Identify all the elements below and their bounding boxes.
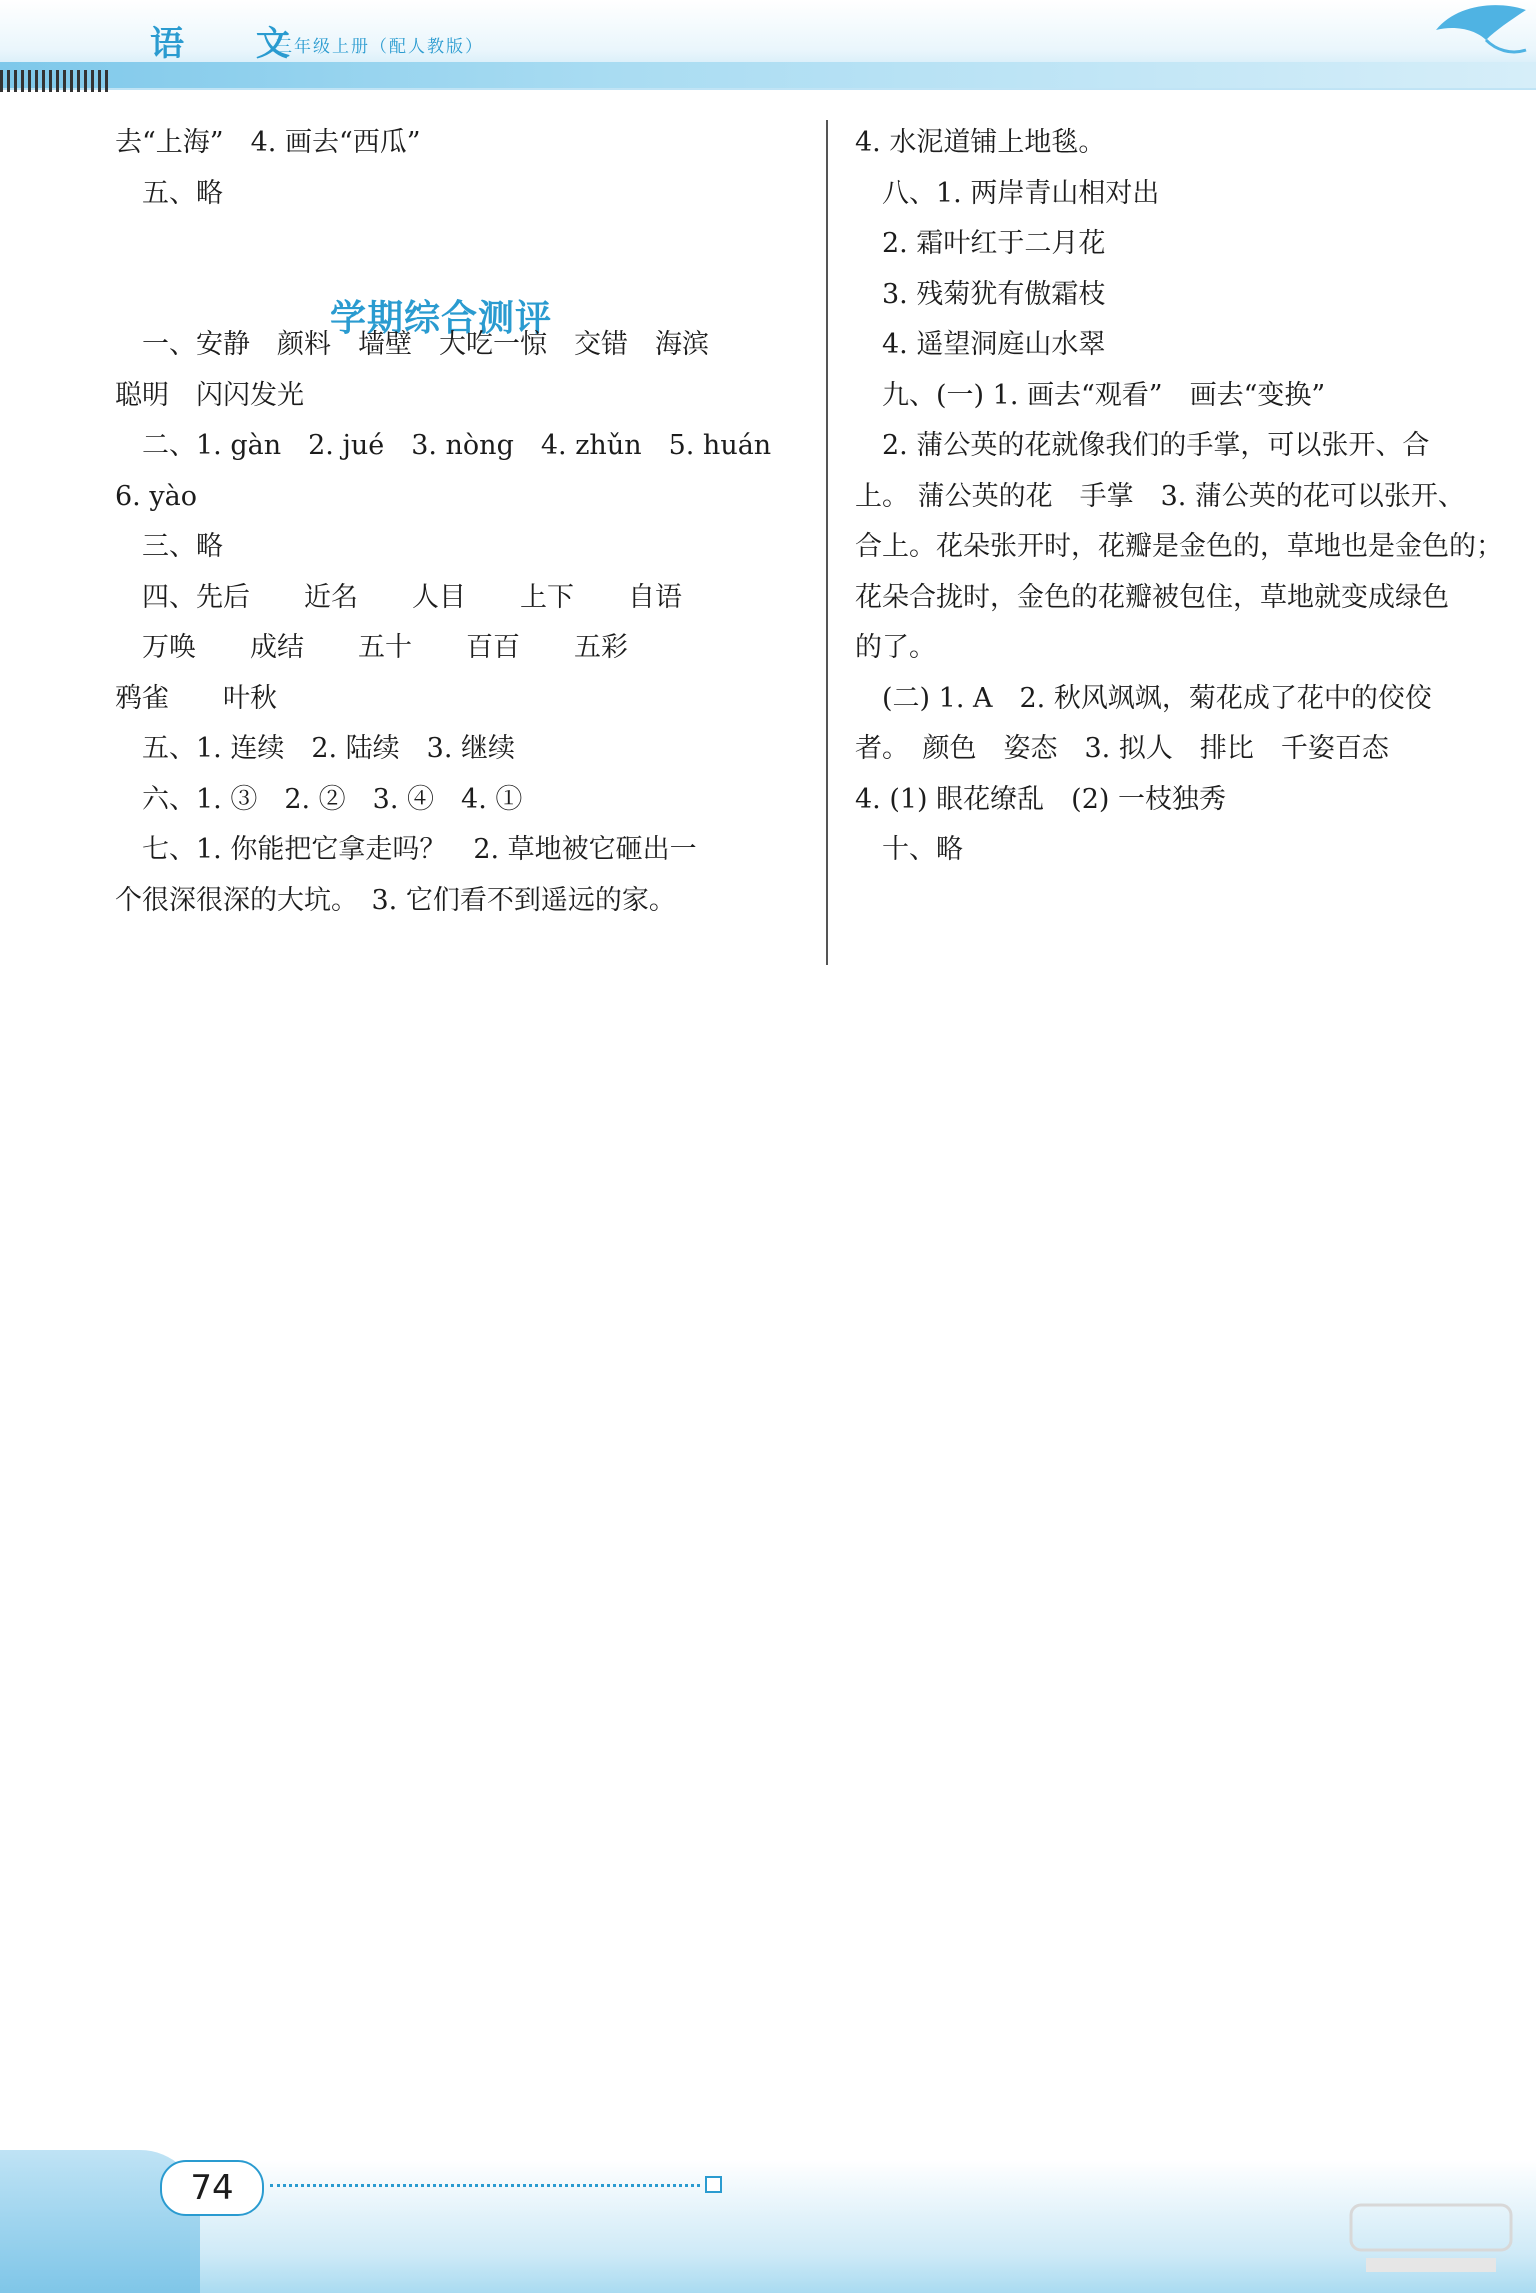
left-column-line: 个很深很深的大坑。 3. 它们看不到遥远的家。 — [115, 884, 676, 916]
right-column — [855, 118, 1535, 876]
right-column-line: 2. 霜叶红于二月花 — [855, 228, 1106, 259]
right-column-line: 花朵合拢时，金色的花瓣被包住，草地就变成绿色 — [855, 581, 1449, 613]
left-column-line: 五、1. 连续 2. 陆续 3. 继续 — [115, 733, 516, 764]
header-stripe — [0, 62, 1536, 88]
wave-decoration-icon — [1426, 0, 1536, 70]
right-column-line: 4. (1) 眼花缭乱 (2) 一枝独秀 — [855, 783, 1226, 815]
left-column-line: 五、略 — [115, 177, 223, 209]
left-column-line: 六、1. ③ 2. ② 3. ④ 4. ① — [115, 783, 523, 815]
right-column-line: 八、1. 两岸青山相对出 — [855, 177, 1160, 209]
left-column-line: 一、安静 颜料 墙壁 大吃一惊 交错 海滨 — [115, 329, 709, 360]
right-column-line: 的了。 — [855, 632, 936, 663]
left-column-line: 四、先后 近名 人目 上下 自语 — [115, 581, 682, 613]
right-column-line: 合上。花朵张开时，花瓣是金色的，草地也是金色的； — [855, 531, 1503, 562]
left-column-line — [115, 219, 805, 270]
left-column-line: 二、1. gàn 2. jué 3. nòng 4. zhǔn 5. huán — [115, 430, 772, 461]
left-column — [115, 118, 805, 926]
right-column-line: 者。 颜色 姿态 3. 拟人 排比 千姿百态 — [855, 733, 1389, 764]
left-column-line: 去“上海” 4. 画去“西瓜” — [115, 127, 421, 158]
grade-label: 三年级上册（配人教版） — [275, 37, 484, 57]
watermark-logo-icon — [1346, 2200, 1516, 2280]
right-column-line: 九、(一) 1. 画去“观看” 画去“变换” — [855, 379, 1326, 411]
left-column-line: 聪明 闪闪发光 — [115, 379, 304, 411]
subject-title: 语 文 — [150, 24, 320, 64]
left-column-line: 七、1. 你能把它拿走吗？ 2. 草地被它砸出一 — [115, 834, 697, 865]
left-column-line: 万唤 成结 五十 百百 五彩 — [115, 632, 628, 663]
section-title: 学期综合测评 — [330, 298, 553, 339]
column-divider — [826, 120, 828, 965]
right-column-line: 3. 残菊犹有傲霜枝 — [855, 278, 1106, 310]
left-column-line — [115, 270, 805, 321]
footer-dotted-line — [270, 2184, 700, 2187]
right-column-line: 十、略 — [855, 834, 963, 865]
right-column-line: 2. 蒲公英的花就像我们的手掌，可以张开、合 — [855, 430, 1430, 461]
page-number: 74 — [160, 2160, 264, 2216]
right-column-line: 4. 水泥道铺上地毯。 — [855, 127, 1106, 158]
left-column-line: 6. yào — [115, 480, 197, 512]
right-column-line: (二) 1. A 2. 秋风飒飒，菊花成了花中的佼佼 — [855, 682, 1432, 714]
barcode-decoration — [0, 70, 110, 92]
left-column-line: 鸦雀 叶秋 — [115, 682, 277, 714]
footer-square-icon — [705, 2176, 722, 2193]
right-column-line: 4. 遥望洞庭山水翠 — [855, 329, 1106, 360]
left-column-line: 三、略 — [115, 531, 223, 562]
right-column-line: 上。 蒲公英的花 手掌 3. 蒲公英的花可以张开、 — [855, 480, 1465, 512]
